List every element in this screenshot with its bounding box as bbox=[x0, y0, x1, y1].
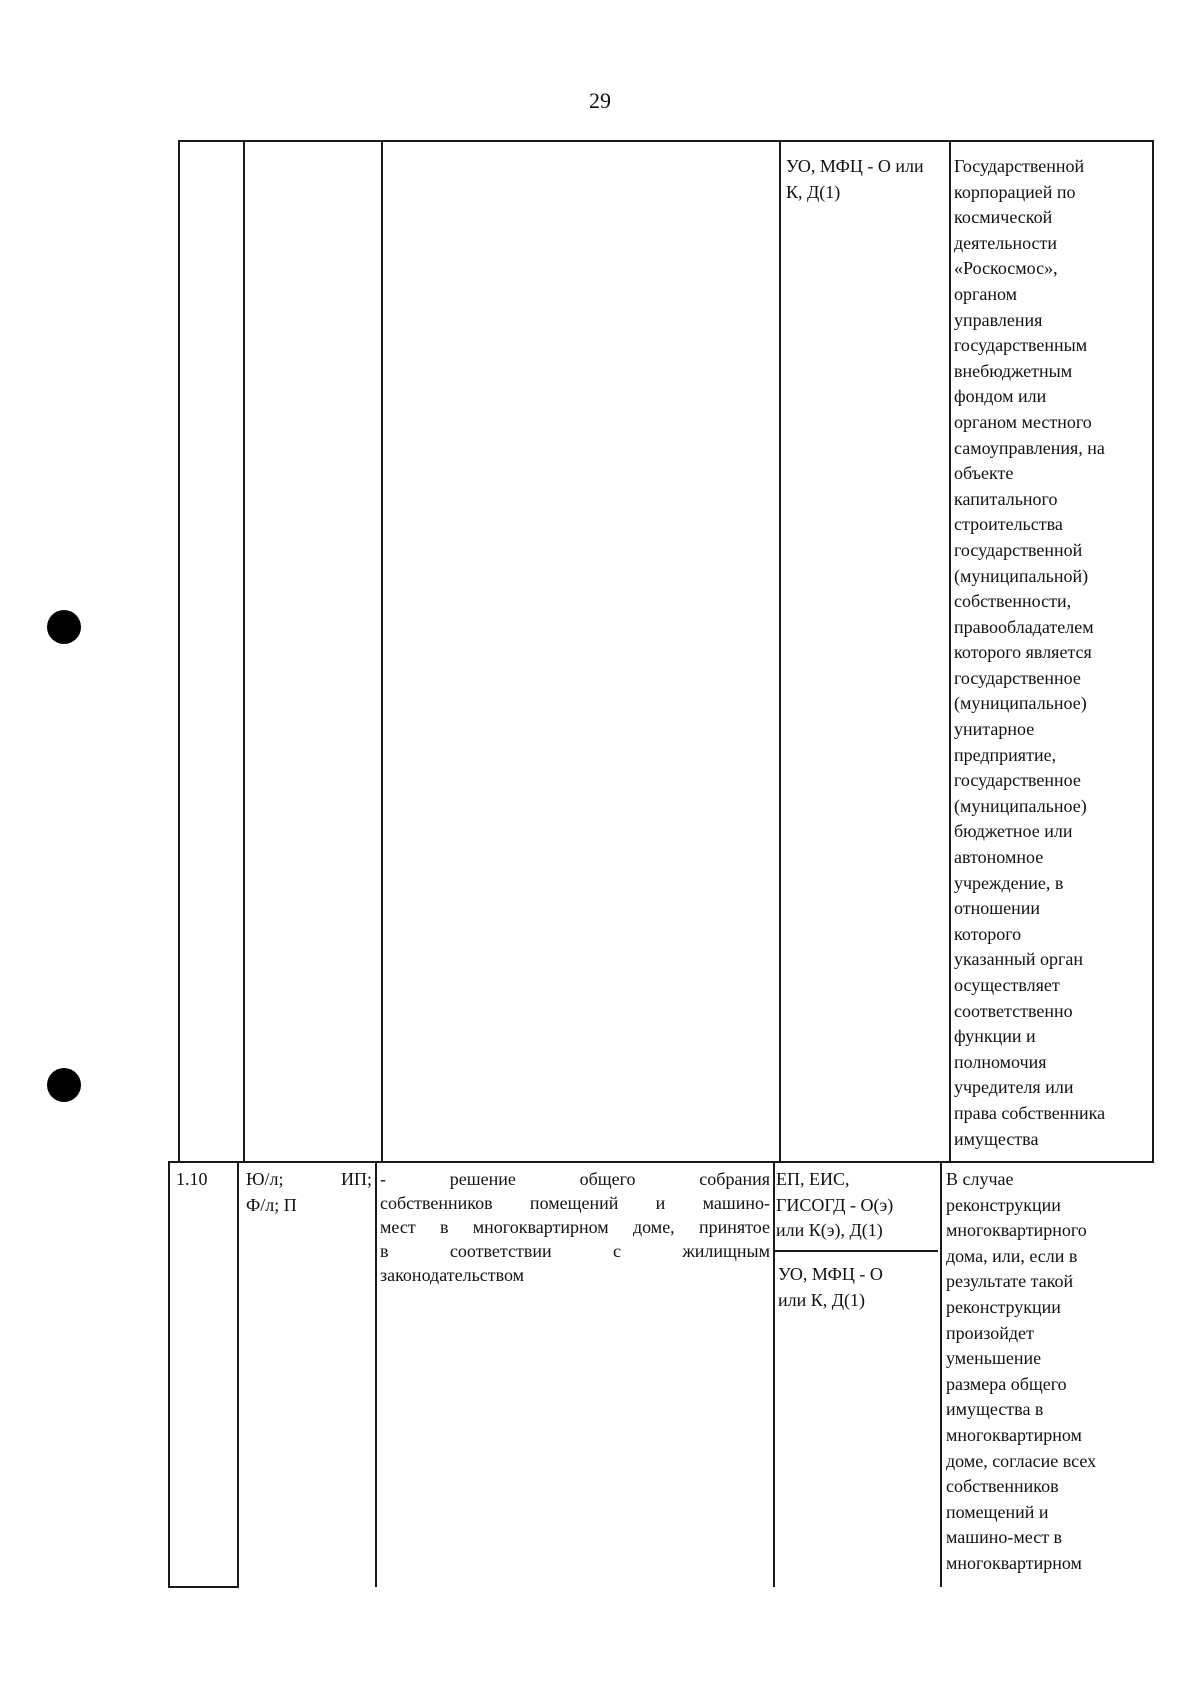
document-text-line: собственников помещений и машино- bbox=[380, 1193, 770, 1213]
table-top-border bbox=[178, 140, 1154, 142]
column-border-applicants-lower bbox=[237, 1161, 239, 1588]
column-border-number-left-lower bbox=[168, 1161, 170, 1587]
note-text-line: функции и bbox=[954, 1026, 1036, 1047]
column-border-note bbox=[949, 140, 951, 1161]
column-border-document bbox=[381, 140, 383, 1161]
note-text-line: имущества в bbox=[946, 1399, 1044, 1420]
note-text-line: (муниципальной) bbox=[954, 565, 1089, 586]
note-text-line: которого является bbox=[954, 642, 1092, 663]
approval-text-line: УО, МФЦ - О bbox=[778, 1264, 883, 1284]
applicant-type: ИП; bbox=[341, 1169, 372, 1189]
approval-text-line: ЕП, ЕИС, bbox=[776, 1169, 850, 1189]
document-text-line: - решение общего собрания bbox=[380, 1169, 770, 1189]
note-text-line: «Роскосмос», bbox=[954, 258, 1058, 279]
note-text-line: правообладателем bbox=[954, 616, 1094, 637]
note-text-line: управления bbox=[954, 309, 1043, 330]
note-text-line: Государственной bbox=[954, 156, 1085, 176]
note-text-line: собственников bbox=[946, 1476, 1059, 1497]
note-text-line: государственной bbox=[954, 539, 1083, 560]
document-cell bbox=[380, 1167, 770, 1287]
note-text-line: уменьшение bbox=[946, 1348, 1042, 1369]
note-text-line: многоквартирного bbox=[946, 1220, 1087, 1241]
punch-hole-top bbox=[47, 610, 81, 644]
note-text-line: космической bbox=[954, 207, 1053, 228]
note-text-line: доме, согласие всех bbox=[946, 1450, 1097, 1471]
note-text-line: помещений и bbox=[946, 1501, 1049, 1522]
note-text-line: соответственно bbox=[954, 1000, 1073, 1021]
note-text-line: (муниципальное) bbox=[954, 693, 1087, 714]
note-text-line: которого bbox=[954, 923, 1022, 944]
note-text-line: указанный орган bbox=[954, 949, 1084, 970]
document-text-line: мест в многоквартирном доме, принятое bbox=[380, 1217, 770, 1237]
note-text-line: права собственника bbox=[954, 1102, 1106, 1123]
column-border-approval-lower bbox=[773, 1161, 775, 1587]
note-text-line: самоуправления, на bbox=[954, 437, 1105, 458]
note-text-line: многоквартирном bbox=[946, 1424, 1082, 1445]
row-number: 1.10 bbox=[176, 1169, 208, 1189]
note-text-line: органом местного bbox=[954, 411, 1092, 432]
note-text-line: автономное bbox=[954, 847, 1044, 868]
approval-text-line: ГИСОГД - О(э) bbox=[776, 1194, 894, 1215]
note-text-line: учредителя или bbox=[954, 1077, 1074, 1098]
note-text-line: органом bbox=[954, 283, 1018, 304]
note-text-line: бюджетное или bbox=[954, 821, 1073, 842]
note-text-line: унитарное bbox=[954, 719, 1035, 740]
note-text-line: капитального bbox=[954, 488, 1058, 509]
note-text-line: отношении bbox=[954, 898, 1041, 919]
approval-method-text: УО, МФЦ - О или К, Д(1) bbox=[786, 156, 924, 202]
note-text-line: государственное bbox=[954, 667, 1081, 688]
note-text-line: В случае bbox=[946, 1169, 1014, 1189]
applicant-type: Ю/л; bbox=[246, 1169, 284, 1189]
column-border-document-lower bbox=[375, 1161, 377, 1587]
note-text-line: (муниципальное) bbox=[954, 795, 1087, 816]
note-text-line: многоквартирном bbox=[946, 1552, 1082, 1573]
document-text-line: законодательством bbox=[380, 1265, 525, 1285]
approval-electronic-cell bbox=[776, 1167, 936, 1244]
column-border-note-lower bbox=[940, 1161, 942, 1587]
approval-in-person-cell bbox=[778, 1262, 938, 1313]
note-text-line: имущества bbox=[954, 1128, 1039, 1149]
approval-text-line: или К, Д(1) bbox=[778, 1289, 866, 1310]
approval-divider bbox=[775, 1250, 938, 1252]
note-text-line: государственным bbox=[954, 335, 1088, 356]
note-text-line: объекте bbox=[954, 463, 1014, 484]
note-text-line: собственности, bbox=[954, 591, 1072, 612]
note-cell bbox=[954, 154, 1150, 1152]
column-border-applicants bbox=[243, 140, 245, 1161]
note-text-line: произойдет bbox=[946, 1322, 1034, 1343]
document-text-line: в соответствии с жилищным bbox=[380, 1241, 770, 1261]
note-text-line: машино-мест в bbox=[946, 1527, 1063, 1548]
applicants-line bbox=[246, 1167, 372, 1193]
note-text-line: учреждение, в bbox=[954, 872, 1064, 893]
note-text-line: осуществляет bbox=[954, 975, 1060, 995]
note-text-line: реконструкции bbox=[946, 1296, 1061, 1317]
note-text-line: деятельности bbox=[954, 232, 1058, 253]
table-bottom-border bbox=[168, 1586, 238, 1588]
page-number: 29 bbox=[589, 88, 611, 113]
approval-cell bbox=[786, 154, 942, 205]
row-divider bbox=[168, 1161, 1154, 1163]
note-text-line: предприятие, bbox=[954, 744, 1057, 765]
note-text-line: корпорацией по bbox=[954, 181, 1076, 202]
note-text-line: результате такой bbox=[946, 1271, 1074, 1292]
note-text-line: размера общего bbox=[946, 1373, 1067, 1394]
column-border-number-left bbox=[178, 140, 180, 1162]
punch-hole-bottom bbox=[47, 1068, 81, 1102]
column-border-approval bbox=[779, 140, 781, 1161]
note-text-line: реконструкции bbox=[946, 1194, 1061, 1215]
approval-text-line: или К(э), Д(1) bbox=[776, 1220, 883, 1241]
applicants-line: Ф/л; П bbox=[246, 1194, 297, 1215]
note-text-line: полномочия bbox=[954, 1051, 1047, 1072]
note-text-line: внебюджетным bbox=[954, 360, 1073, 381]
note-text-line: государственное bbox=[954, 770, 1081, 791]
note-text-line: фондом или bbox=[954, 386, 1047, 407]
note-text-line: дома, или, если в bbox=[946, 1245, 1078, 1266]
table-right-border bbox=[1152, 140, 1154, 1162]
applicants-cell bbox=[246, 1167, 372, 1218]
note-text-line: строительства bbox=[954, 514, 1063, 535]
note-cell bbox=[946, 1167, 1150, 1577]
